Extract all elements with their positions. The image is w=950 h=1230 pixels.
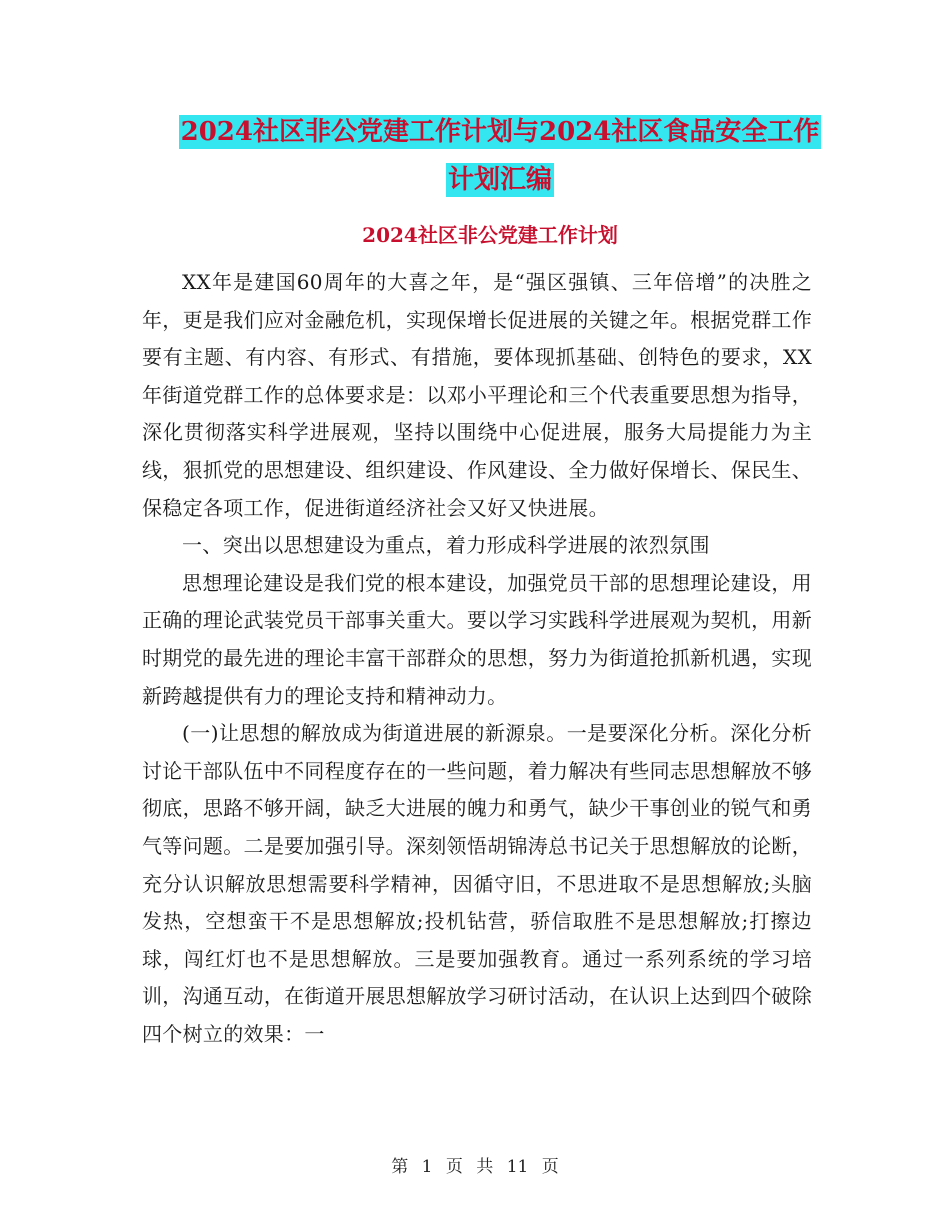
footer-label-page-unit: 页 (445, 1157, 463, 1177)
section-heading: 一、突出以思想建设为重点，着力形成科学进展的浓烈氛围 (182, 533, 710, 558)
document-body (142, 264, 812, 1053)
total-pages-number: 11 (506, 1157, 529, 1177)
footer-label-total: 共 (476, 1157, 494, 1177)
footer-label-page: 第 (391, 1157, 409, 1177)
paragraph: XX年是建国60周年的大喜之年，是“强区强镇、三年倍增”的决胜之年，更是我们应对金融危机，实现保增长促进展的关键之年。根据党群工作要有主题、有内容、有形式、有措施，要体现抓基础、创特色的要求，XX年街道党群工作的总体要求是：以邓小平理论和三个代表重要思想为指导，深化贯彻落实科学进展观，坚持以围绕中心促进展，服务大局提能力为主线，狠抓党的思想建设、组织建设、作风建设、全力做好保增长、保民生、保稳定各项工作，促进街道经济社会又好又快进展。 (142, 270, 812, 520)
paragraph: (一)让思想的解放成为街道进展的新源泉。一是要深化分析。深化分析讨论干部队伍中不同程度存在的一些问题，着力解决有些同志思想解放不够彻底，思路不够开阔，缺乏大进展的魄力和勇气，缺少干事创业的锐气和勇气等问题。二是要加强引导。深刻领悟胡锦涛总书记关于思想解放的论断，充分认识解放思想需要科学精神，因循守旧，不思进取不是思想解放;头脑发热，空想蛮干不是思想解放;投机钻营，骄信取胜不是思想解放;打擦边球，闯红灯也不是思想解放。三是要加强教育。通过一系列系统的学习培训，沟通互动，在街道开展思想解放学习研讨活动，在认识上达到四个破除四个树立的效果：一 (142, 721, 812, 1046)
main-title-line2: 计划汇编 (447, 165, 552, 195)
paragraph: 思想理论建设是我们党的根本建设，加强党员干部的思想理论建设，用正确的理论武装党员干部事关重大。要以学习实践科学进展观为契机，用新时期党的最先进的理论丰富干部群众的思想，努力为街道抢抓新机遇，实现新跨越提供有力的理论支持和精神动力。 (142, 570, 812, 708)
main-title-line1: 2024社区非公党建工作计划与2024社区食品安全工作 (180, 117, 820, 147)
current-page-number: 1 (421, 1157, 433, 1177)
footer-label-total-unit: 页 (541, 1157, 559, 1177)
section-title: 2024社区非公党建工作计划 (362, 223, 618, 247)
main-title (150, 108, 850, 204)
page-footer (0, 1152, 950, 1177)
